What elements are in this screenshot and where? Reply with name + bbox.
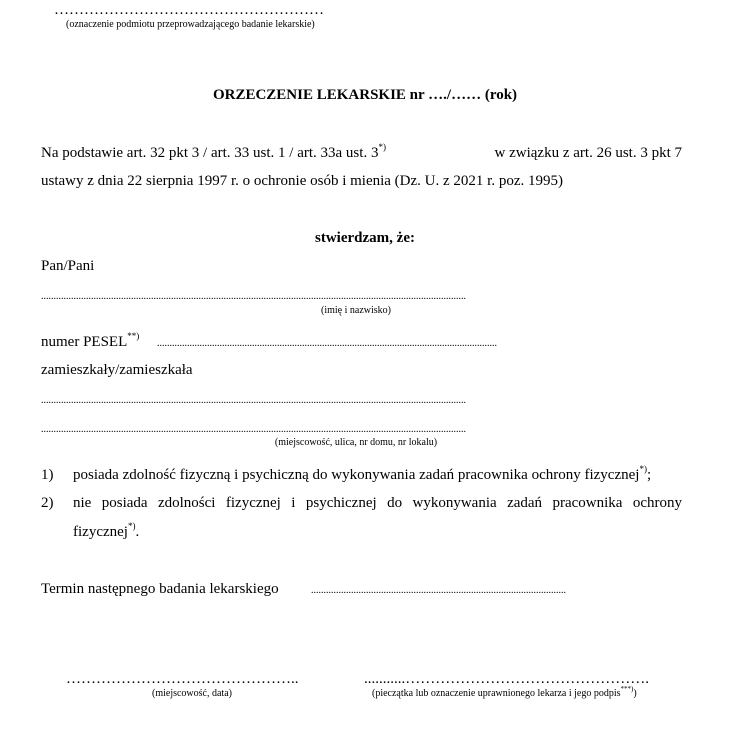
- pesel-label: numer PESEL**): [41, 331, 140, 350]
- address-field-1[interactable]: ..........................................................................................................................................................................: [41, 395, 466, 406]
- next-exam-field[interactable]: ......................................................................................................: [311, 585, 566, 596]
- footnote-marker: *): [378, 142, 386, 152]
- footnote-marker: ***): [620, 684, 634, 693]
- person-label: Pan/Pani: [41, 258, 95, 274]
- footnote-marker: *): [127, 521, 136, 531]
- place-date-caption: (miejscowość, data): [152, 688, 232, 699]
- name-caption: (imię i nazwisko): [321, 305, 391, 316]
- legal-basis-part-b: w związku z art. 26 ust. 3 pkt 7: [494, 145, 682, 161]
- name-field[interactable]: ..........................................................................................................................................................................: [41, 291, 466, 302]
- doctor-signature-field[interactable]: ...........………………………………………….: [364, 671, 649, 687]
- finding-2-number: 2): [41, 495, 54, 511]
- address-field-2[interactable]: ..........................................................................................................................................................................: [41, 424, 466, 435]
- pesel-field[interactable]: ........................................................................................................................................: [157, 338, 497, 349]
- header-caption: (oznaczenie podmiotu przeprowadzającego badanie lekarskie): [66, 19, 315, 30]
- footnote-marker: **): [127, 331, 140, 341]
- legal-basis-line2: ustawy z dnia 22 sierpnia 1997 r. o ochronie osób i mienia (Dz. U. z 2021 r. poz. 1995): [41, 173, 563, 189]
- address-caption: (miejscowość, ulica, nr domu, nr lokalu): [274, 437, 438, 448]
- finding-2-text: nie posiada zdolności fizycznej i psychicznej do wykonywania zadań pracownika ochrony: [73, 495, 682, 511]
- finding-2-text-cont: fizycznej*).: [73, 521, 140, 540]
- legal-basis-part-a: Na podstawie art. 32 pkt 3 / art. 33 ust. 1 / art. 33a ust. 3*): [41, 142, 386, 161]
- document-title: ORZECZENIE LEKARSKIE nr …./…… (rok): [212, 87, 518, 103]
- place-date-field[interactable]: ………………………………………..: [66, 671, 299, 687]
- doctor-signature-caption: (pieczątka lub oznaczenie uprawnionego lekarza i jego podpis***)): [372, 684, 637, 699]
- footnote-marker: *): [639, 464, 647, 474]
- next-exam-label: Termin następnego badania lekarskiego: [41, 581, 279, 597]
- finding-1-text: posiada zdolność fizyczną i psychiczną do wykonywania zadań pracownika ochrony fizycznej*);: [73, 464, 652, 483]
- declare-heading: stwierdzam, że:: [315, 230, 415, 246]
- residence-label: zamieszkały/zamieszkała: [41, 362, 193, 378]
- header-dots: ………………………………………………: [54, 2, 324, 18]
- legal-basis-line1: [41, 142, 682, 162]
- finding-1-number: 1): [41, 467, 54, 483]
